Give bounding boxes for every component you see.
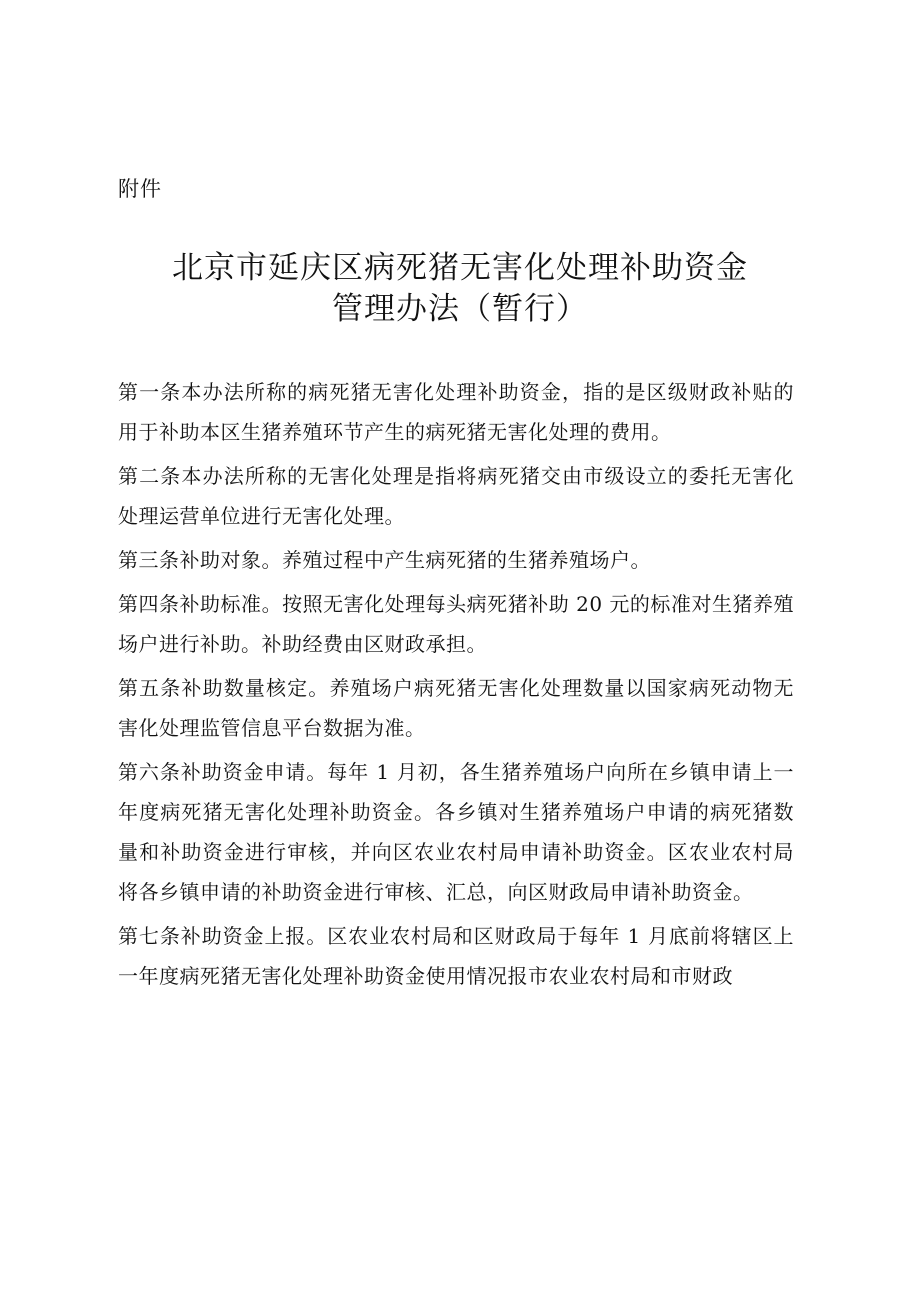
- article-3: 第三条补助对象。养殖过程中产生病死猪的生猪养殖场户。: [118, 548, 651, 572]
- attachment-label: 附件: [118, 177, 162, 201]
- article-2: 第二条本办法所称的无害化处理是指将病死猪交由市级设立的委托无害化处理运营单位进行无害化处理。: [118, 464, 794, 528]
- document-title-line-2: 管理办法（暂行）: [332, 291, 588, 327]
- article-5: 第五条补助数量核定。养殖场户病死猪无害化处理数量以国家病死动物无害化处理监管信息平台数据为准。: [118, 676, 794, 740]
- article-4: 第四条补助标准。按照无害化处理每头病死猪补助 20 元的标准对生猪养殖场户进行补助。补助经费由区财政承担。: [118, 592, 794, 656]
- article-6: 第六条补助资金申请。每年 1 月初，各生猪养殖场户向所在乡镇申请上一年度病死猪无害化处理补助资金。各乡镇对生猪养殖场户申请的病死猪数量和补助资金进行审核，并向区农业农村局申请补助资金。区农业农村局将各乡镇申请的补助资金进行审核、汇总，向区财政局申请补助资金。: [118, 760, 794, 904]
- article-7: 第七条补助资金上报。区农业农村局和区财政局于每年 1 月底前将辖区上一年度病死猪无害化处理补助资金使用情况报市农业农村局和市财政: [118, 924, 794, 988]
- document-body: [118, 372, 794, 996]
- article-1: 第一条本办法所称的病死猪无害化处理补助资金，指的是区级财政补贴的用于补助本区生猪养殖环节产生的病死猪无害化处理的费用。: [118, 380, 794, 444]
- document-title-line-1: 北京市延庆区病死猪无害化处理补助资金: [172, 250, 748, 286]
